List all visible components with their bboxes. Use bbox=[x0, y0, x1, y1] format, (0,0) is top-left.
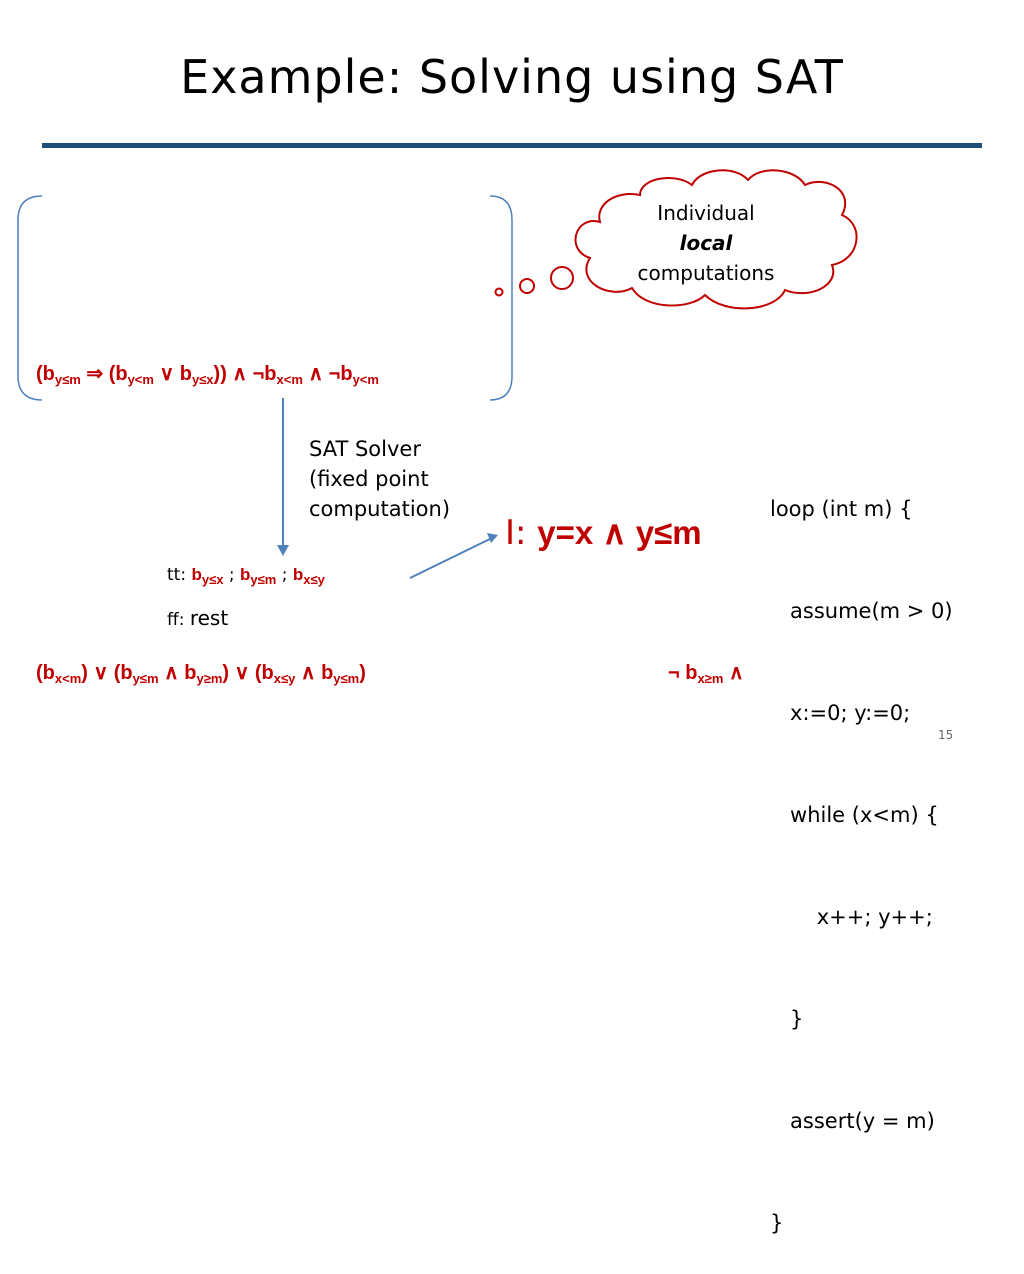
code-block bbox=[760, 424, 963, 1274]
code-line: assume(m > 0) bbox=[770, 599, 953, 623]
code-line: } bbox=[770, 1211, 784, 1235]
fb-part: ∧ b bbox=[158, 662, 197, 684]
fb-part: (b bbox=[36, 662, 55, 684]
ft-part: ∧ ¬b bbox=[302, 363, 353, 385]
fr-part: ¬ b bbox=[668, 662, 698, 684]
ft-sub: y<m bbox=[352, 372, 379, 387]
code-line: } bbox=[770, 1007, 804, 1031]
fb-part: ∧ b bbox=[295, 662, 334, 684]
invariant-expression: y=x ∧ y≤m bbox=[537, 514, 702, 551]
tt-sub: x≤y bbox=[303, 572, 325, 587]
ff-assignment bbox=[167, 606, 228, 630]
formula-right-partial bbox=[668, 660, 744, 686]
bubble-line-2: local bbox=[679, 231, 733, 255]
bubble-dot-large bbox=[551, 267, 573, 289]
fb-sub: y≤m bbox=[333, 671, 360, 686]
ft-part: ⇒ (b bbox=[80, 363, 128, 385]
ft-sub: x<m bbox=[276, 372, 303, 387]
fb-sub: y≥m bbox=[196, 671, 223, 686]
tt-sep: ; bbox=[276, 565, 293, 585]
page-number: 15 bbox=[938, 728, 954, 742]
arrow-diagonal-head bbox=[487, 533, 498, 543]
bubble-line-1: Individual bbox=[657, 201, 755, 225]
ft-part: (b bbox=[36, 363, 55, 385]
fb-part: ) ∨ (b bbox=[222, 662, 274, 684]
code-line: x:=0; y:=0; bbox=[770, 701, 911, 725]
arrow-diagonal bbox=[410, 537, 494, 578]
fb-part: ) ∨ (b bbox=[81, 662, 133, 684]
ft-sub: y≤x bbox=[191, 372, 214, 387]
arrow-down-head bbox=[277, 545, 289, 556]
bubble-line-3: computations bbox=[637, 261, 775, 285]
fb-part: ) bbox=[359, 662, 366, 684]
invariant-result bbox=[505, 513, 702, 553]
fr-part: ∧ bbox=[723, 662, 744, 684]
tt-sep: ; bbox=[223, 565, 241, 585]
tt-var: b bbox=[240, 565, 251, 584]
code-line: assert(y = m) bbox=[770, 1109, 935, 1133]
formula-top bbox=[36, 361, 379, 387]
note-line-1: SAT Solver bbox=[309, 437, 421, 461]
slide-title: Example: Solving using SAT bbox=[180, 50, 844, 104]
ff-value: rest bbox=[189, 606, 229, 630]
code-line: x++; y++; bbox=[770, 905, 933, 929]
thought-bubble-text bbox=[606, 198, 806, 288]
fb-sub: x<m bbox=[54, 671, 82, 686]
ft-part: ∨ b bbox=[153, 363, 192, 385]
fb-sub: x≤y bbox=[273, 671, 296, 686]
code-line: loop (int m) { bbox=[770, 497, 913, 521]
bracket-right bbox=[490, 196, 512, 400]
invariant-label: I: bbox=[505, 513, 538, 553]
ft-sub: y≤m bbox=[54, 372, 81, 387]
ft-sub: y<m bbox=[127, 372, 154, 387]
formula-bottom bbox=[36, 660, 366, 686]
tt-var: b bbox=[292, 565, 304, 584]
tt-prefix: tt: bbox=[167, 565, 192, 585]
tt-sub: y≤m bbox=[250, 572, 277, 587]
note-line-2: (fixed point bbox=[309, 467, 429, 491]
tt-var: b bbox=[191, 565, 202, 584]
tt-sub: y≤x bbox=[201, 572, 224, 587]
code-line: while (x<m) { bbox=[770, 803, 939, 827]
sat-solver-note bbox=[309, 434, 450, 524]
note-line-3: computation) bbox=[309, 497, 451, 521]
bubble-dot-medium bbox=[520, 279, 534, 293]
ft-part: )) ∧ ¬b bbox=[213, 363, 277, 385]
tt-assignment bbox=[167, 565, 325, 587]
fr-sub: x≥m bbox=[697, 671, 724, 686]
bubble-dot-small bbox=[496, 289, 503, 296]
ff-prefix: ff: bbox=[167, 610, 190, 630]
fb-sub: y≤m bbox=[132, 671, 159, 686]
